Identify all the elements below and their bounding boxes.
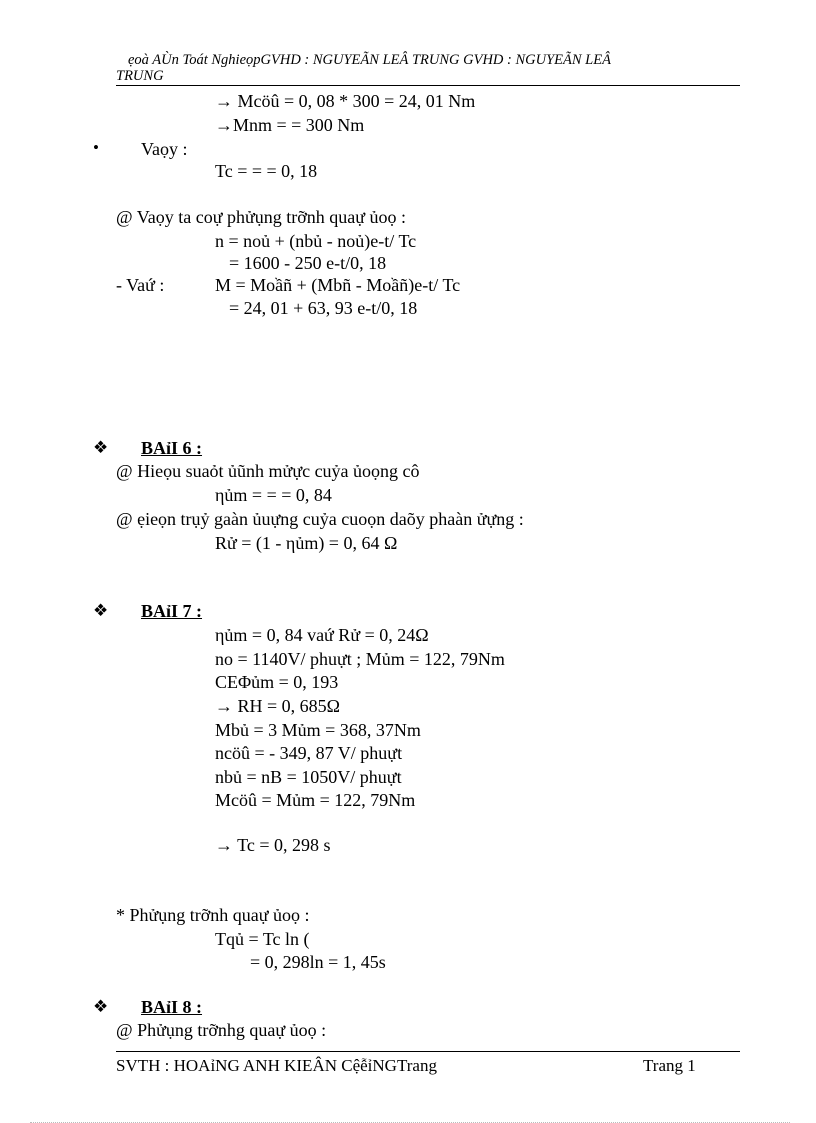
bullet-diamond-icon: ❖: [93, 601, 109, 620]
text-line: Tqủ = Tc ln (: [215, 929, 310, 949]
header-line-1: ẹoà AÙn Toát NghieọpGVHD : NGUYEÃN LEÂ TRUNG GVHD : NGUYEÃN LEÂ: [128, 52, 611, 68]
text-line: Rử = (1 - ηủm) = 0, 64 Ω: [215, 533, 398, 553]
text-line: → RH = 0, 685Ω: [215, 696, 341, 716]
section-heading-bai-6: BAỉI 6 :: [141, 438, 203, 458]
footer-rule: [116, 1051, 740, 1052]
text-line: → Mcöû = 0, 08 * 300 = 24, 01 Nm: [215, 91, 476, 111]
text-line: @ Phửụng trỡnhg quaự ủoọ :: [116, 1020, 327, 1040]
text-line: nbủ = nB = 1050V/ phuựt: [215, 767, 402, 787]
text-line: = 1600 - 250 e-t/0, 18: [229, 253, 387, 273]
footer-page-number: Trang 1: [643, 1056, 696, 1075]
text-line: * Phửụng trỡnh quaự ủoọ :: [116, 905, 310, 925]
header-rule: [116, 85, 740, 86]
text-line: @ Hieọu suaỏt ủũnh mửực cuỷa ủoọng cô: [116, 461, 420, 481]
text-line: = 0, 298ln = 1, 45s: [250, 952, 386, 972]
header-line-2: TRUNG: [116, 68, 164, 84]
text-line: @ ẹieọn trụỷ gaàn ủuựng cuỷa cuoọn daõy phaàn ửựng :: [116, 509, 524, 529]
footer-author: SVTH : HOAỉNG ANH KIEÂN CệễỉNGTrang: [116, 1056, 437, 1075]
section-heading-bai-8: BAỉI 8 :: [141, 997, 203, 1017]
text-line: ηủm = 0, 84 vaứ Rử = 0, 24Ω: [215, 625, 429, 645]
text-line: → Tc = 0, 298 s: [215, 835, 331, 855]
bullet-dot: •: [93, 138, 99, 157]
text-line: Tc = = = 0, 18: [215, 161, 318, 181]
text-line: →Mnm = = 300 Nm: [215, 115, 365, 135]
text-line: Mbủ = 3 Mủm = 368, 37Nm: [215, 720, 421, 740]
text-line: ηủm = = = 0, 84: [215, 485, 332, 505]
text-line: no = 1140V/ phuựt ; Mủm = 122, 79Nm: [215, 649, 505, 669]
text-line: Vaọy :: [141, 139, 188, 159]
text-line: CEΦủm = 0, 193: [215, 672, 339, 692]
text-line: ncöû = - 349, 87 V/ phuựt: [215, 743, 403, 763]
text-line: - Vaứ :: [116, 275, 165, 295]
text-line: = 24, 01 + 63, 93 e-t/0, 18: [229, 298, 418, 318]
text-line: Mcöû = Mủm = 122, 79Nm: [215, 790, 416, 810]
text-line: @ Vaọy ta coự phửụng trỡnh quaự ủoọ :: [116, 207, 406, 227]
text-line: M = Moầñ + (Mbñ - Moầñ)e-t/ Tc: [215, 275, 461, 295]
text-line: n = noủ + (nbủ - noủ)e-t/ Tc: [215, 231, 417, 251]
bullet-diamond-icon: ❖: [93, 997, 109, 1016]
bullet-diamond-icon: ❖: [93, 438, 109, 457]
section-heading-bai-7: BAỉI 7 :: [141, 601, 203, 621]
